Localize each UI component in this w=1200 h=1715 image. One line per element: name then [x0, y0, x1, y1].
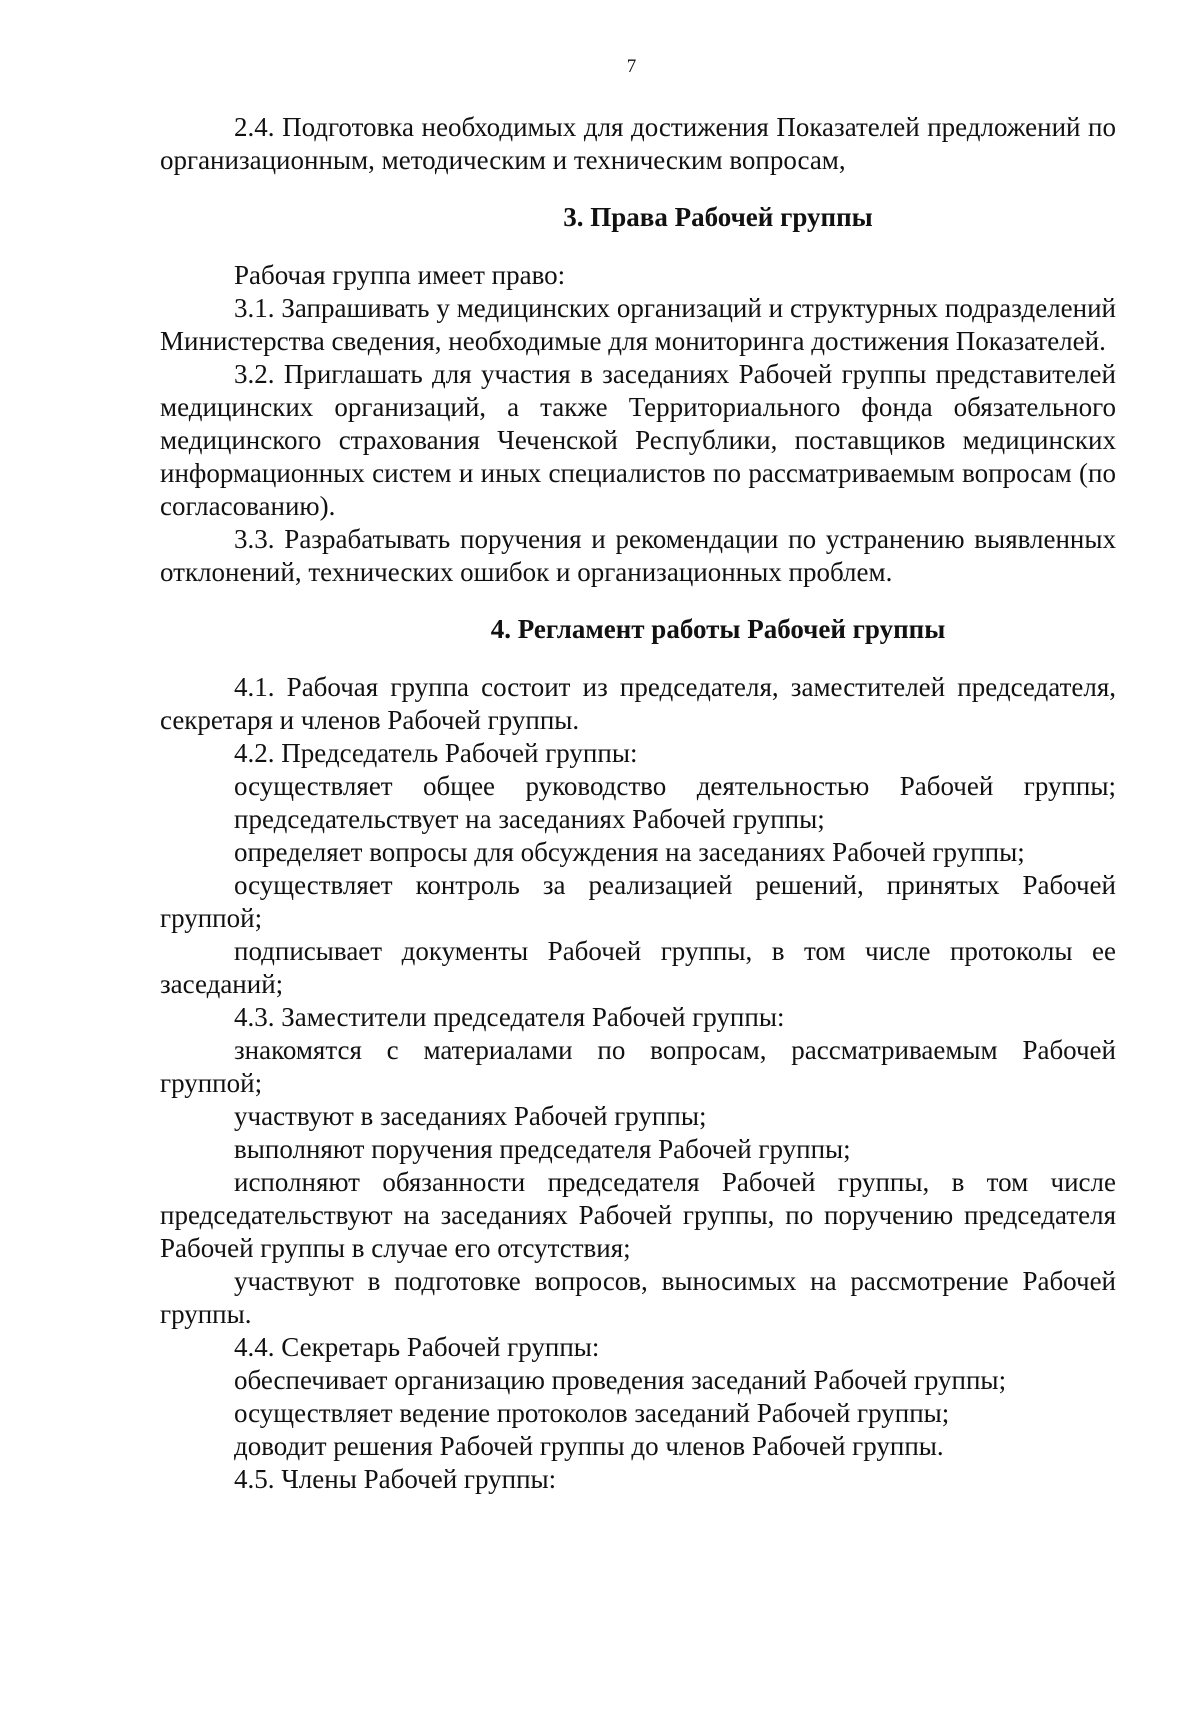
page-number: 7	[626, 56, 637, 77]
paragraph-4-4-item: доводит решения Рабочей группы до членов Рабочей группы.	[234, 1431, 944, 1461]
paragraph-4-4-item: осуществляет ведение протоколов заседаний Рабочей группы;	[234, 1398, 950, 1428]
paragraph-4-3-item: исполняют обязанности председателя Рабочей группы, в том числе председательствуют на заседаниях Рабочей группы, по поручению председателя Рабочей группы в случае его отсутствия;	[160, 1167, 1116, 1263]
paragraph-4-4-item: обеспечивает организацию проведения заседаний Рабочей группы;	[234, 1365, 1007, 1395]
paragraph-4-2-item: председательствует на заседаниях Рабочей группы;	[234, 804, 825, 834]
paragraph-4-2-item: осуществляет контроль за реализацией решений, принятых Рабочей группой;	[160, 870, 1116, 933]
paragraph-4-2-item: осуществляет общее руководство деятельностью Рабочей группы;	[234, 771, 1116, 801]
paragraph-4-5: 4.5. Члены Рабочей группы:	[234, 1464, 557, 1494]
paragraph-4-1: 4.1. Рабочая группа состоит из председателя, заместителей председателя, секретаря и членов Рабочей группы.	[160, 672, 1116, 735]
paragraph-4-3: 4.3. Заместители председателя Рабочей группы:	[234, 1002, 785, 1032]
paragraph-4-3-item: участвуют в заседаниях Рабочей группы;	[234, 1101, 707, 1131]
section-heading-4: 4. Регламент работы Рабочей группы	[490, 614, 946, 644]
paragraph-4-4: 4.4. Секретарь Рабочей группы:	[234, 1332, 600, 1362]
paragraph-2-4: 2.4. Подготовка необходимых для достижения Показателей предложений по организационным, методическим и техническим вопросам,	[160, 112, 1116, 175]
paragraph-4-3-item: выполняют поручения председателя Рабочей группы;	[234, 1134, 851, 1164]
paragraph-4-2-item: подписывает документы Рабочей группы, в том числе протоколы ее заседаний;	[160, 936, 1116, 999]
paragraph-4-3-item: знакомятся с материалами по вопросам, рассматриваемым Рабочей группой;	[160, 1035, 1116, 1098]
paragraph-4-2-item: определяет вопросы для обсуждения на заседаниях Рабочей группы;	[234, 837, 1025, 867]
paragraph-4-3-item: участвуют в подготовке вопросов, выносимых на рассмотрение Рабочей группы.	[160, 1266, 1116, 1329]
paragraph-4-2: 4.2. Председатель Рабочей группы:	[234, 738, 638, 768]
paragraph-3-3: 3.3. Разрабатывать поручения и рекомендации по устранению выявленных отклонений, технических ошибок и организационных проблем.	[160, 524, 1116, 587]
paragraph-3-2: 3.2. Приглашать для участия в заседаниях Рабочей группы представителей медицинских организаций, а также Территориального фонда обязательного медицинского страхования Чеченской Республики, поставщиков медицинских информационных систем и иных специалистов по рассматриваемым вопросам (по согласованию).	[160, 359, 1116, 521]
section-heading-3: 3. Права Рабочей группы	[563, 202, 873, 232]
section-3-intro: Рабочая группа имеет право:	[234, 260, 566, 290]
paragraph-3-1: 3.1. Запрашивать у медицинских организаций и структурных подразделений Министерства сведения, необходимые для мониторинга достижения Показателей.	[160, 293, 1116, 356]
document-body	[160, 111, 1116, 1496]
